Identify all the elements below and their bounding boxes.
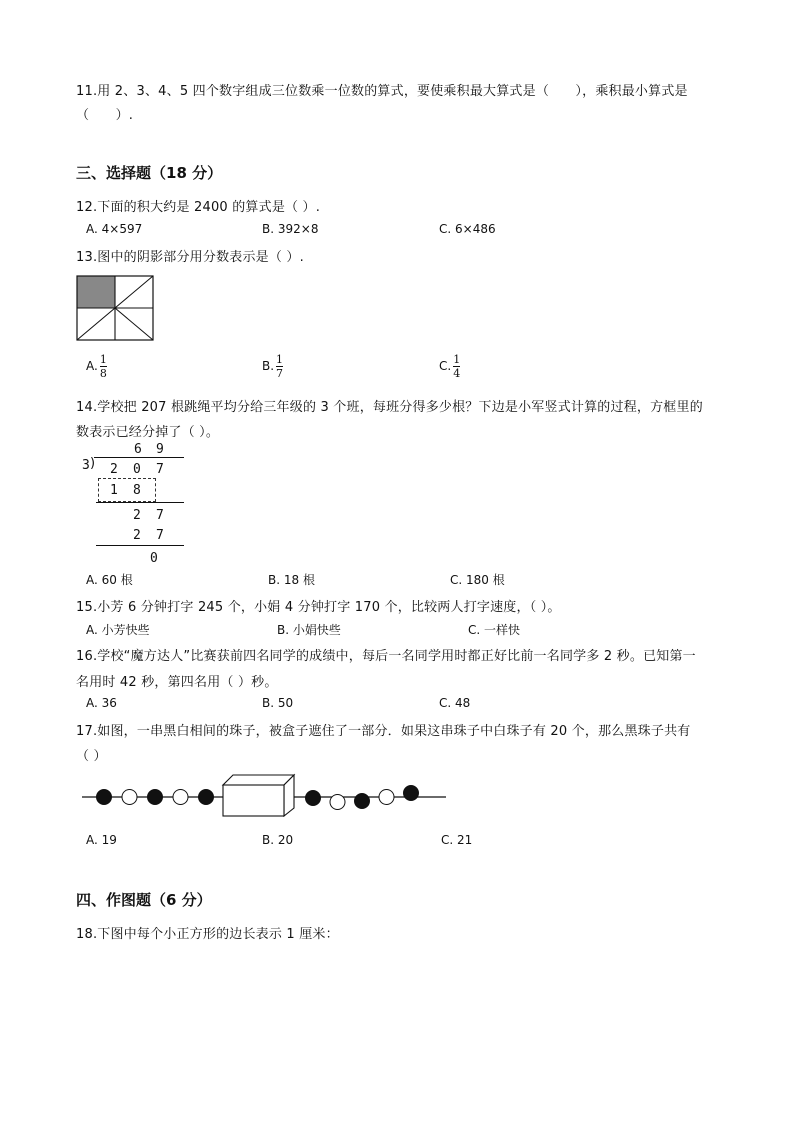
q12-option-a: A. 4×597 (86, 222, 143, 236)
q12-text: 12.下面的积大约是 2400 的算式是（ ）. (76, 200, 321, 215)
q15-text: 15.小芳 6 分钟打字 245 个，小娟 4 分钟打字 170 个，比较两人打字速度，（ ）。 (76, 600, 561, 615)
cover-box (223, 775, 294, 816)
white-bead (122, 790, 137, 805)
dividend-digit: 2 (110, 462, 118, 477)
q17-line2: （ ） (76, 749, 107, 764)
q17-line1: 17.如图，一串黑白相间的珠子，被盒子遮住了一部分．如果这串珠子中白珠子有 20 个，那么黑珠子共有 (76, 724, 691, 739)
q12-option-b: B. 392×8 (262, 222, 319, 236)
black-bead (148, 790, 163, 805)
q17-option-a: A. 19 (86, 833, 117, 847)
white-bead (173, 790, 188, 805)
fraction-figure (76, 275, 154, 341)
q16-option-a: A. 36 (86, 696, 117, 710)
q13-option-c: C. $\frac{1}{4}$ (439, 353, 461, 380)
q16-line1: 16.学校“魔方达人”比赛获前四名同学的成绩中，每后一名同学用时都正好比前一名同学多 2 秒。已知第一 (76, 649, 696, 664)
q13-text: 13.图中的阴影部分用分数表示是（ ）. (76, 250, 304, 265)
step1-digit: 1 (110, 483, 118, 498)
quotient-digit: 6 (134, 442, 142, 457)
q16-option-c: C. 48 (439, 696, 471, 710)
black-bead (404, 786, 419, 801)
q17-option-b: B. 20 (262, 833, 294, 847)
step2-digit: 7 (156, 508, 164, 523)
black-bead (355, 794, 370, 809)
long-division: 6 9 3 ) 2 0 7 1 8 2 7 2 7 0 (80, 442, 200, 570)
q14-option-c: C. 180 根 (450, 573, 505, 587)
white-bead (379, 790, 394, 805)
section-4-title: 四、作图题（6 分） (76, 891, 212, 909)
dividend-digit: 7 (156, 462, 164, 477)
remainder: 0 (150, 551, 158, 566)
black-bead (306, 791, 321, 806)
q13-option-b: B. $\frac{1}{7}$ (262, 353, 284, 380)
step2-digit: 2 (133, 508, 141, 523)
black-bead (97, 790, 112, 805)
step1-digit: 8 (133, 483, 141, 498)
divisor: 3 (82, 458, 90, 473)
q18-text: 18.下图中每个小正方形的边长表示 1 厘米： (76, 927, 339, 942)
q14-line1: 14.学校把 207 根跳绳平均分给三年级的 3 个班，每班分得多少根？下边是小军竖式计算的过程，方框里的 (76, 400, 703, 415)
step3-digit: 2 (133, 528, 141, 543)
q16-line2: 名用时 42 秒，第四名用（ ）秒。 (76, 675, 278, 690)
q11-line2: （ ）. (76, 108, 134, 123)
q14-line2: 数表示已经分掉了（ ）。 (76, 425, 220, 440)
shaded-square (77, 276, 115, 308)
q14-option-a: A. 60 根 (86, 573, 133, 587)
dividend-digit: 0 (133, 462, 141, 477)
q16-option-b: B. 50 (262, 696, 294, 710)
q17-option-c: C. 21 (441, 833, 473, 847)
q15-option-c: C. 一样快 (468, 623, 521, 637)
q11-line1: 11.用 2、3、4、5 四个数字组成三位数乘一位数的算式，要使乘积最大算式是（ ），乘积最小算式是 (76, 84, 688, 99)
q13-option-a: A. $\frac{1}{8}$ (86, 353, 107, 380)
q15-option-b: B. 小娟快些 (277, 623, 341, 637)
bead-string-figure (80, 770, 450, 820)
q14-option-b: B. 18 根 (268, 573, 315, 587)
black-bead (199, 790, 214, 805)
q15-option-a: A. 小芳快些 (86, 623, 150, 637)
section-3-title: 三、选择题（18 分） (76, 164, 223, 182)
white-bead (330, 795, 345, 810)
dashed-box (98, 478, 156, 502)
quotient-digit: 9 (156, 442, 164, 457)
step3-digit: 7 (156, 528, 164, 543)
q12-option-c: C. 6×486 (439, 222, 496, 236)
